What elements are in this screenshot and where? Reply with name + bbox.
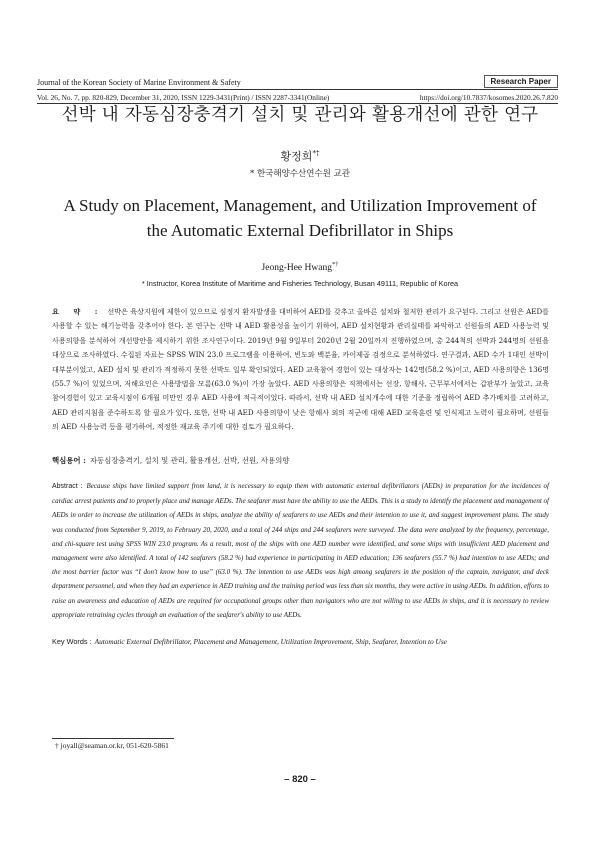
korean-abstract-text: 선박은 육상지원에 제한이 있으므로 심정지 환자발생을 대비하여 AED를 갖추고 올바른 설치와 철저한 관리가 요구된다. 그리고 선원은 AED를 사용할 수 있는 해기능력을 갖추어야 한다. 본 연구는 선박 내 AED 활용성을 높이기 위하여, AED 설치현황과 관리실태를 파악하고 선원들의 AED 사용능력 및 사용의향을 분석하여 개선방안을 제시하기 위한 조사연구이다. 2019년 9월 9일부터 2020년 2월 20일까지 진행하였으며, 총 244척의 선박과 244명의 선원을 대상으로 조사하였다. 수집된 자료는 SPSS WIN 23.0 프로그램을 이용하여, 빈도와 백분율, 카이제곱 검정으로 분석하였다. 연구결과, AED 수가 1대인 선박이 대부분이었고, AED 설치 및 관리가 적정하지 못한 선박도 일부 확인되었다. AED 교육참여 경험이 있는 대상자는 142명(58.2 %)이고, AED 사용의향은 136명(55.7 %)이 있었으며, 저해요인은 사용방법을 모름(63.0 %)이 가장 높았다. AED 사용의향은 직책에서는 선장, 항해사, 근무부서에서는 갑판부가 높았고, 교육 참여경험이 있고 교육시점이 6개월 미만인 경우 AED 사용에 적극적이었다. 따라서, 선박 내 AED 설치개수에 대한 기준을 정립하여 AED 추가배치를 고려하고, AED 관리지침을 준수하도록 할 필요가 있다. 또한, 선박 내 AED 사용의향이 낮은 항해사 외의 직군에 대해 AED 교육훈련 및 인식제고 노력이 필요하며, 선원들의 AED 사용능력 등을 평가하여, 적정한 재교육 주기에 대한 검토가 필요하다. bbox=[52, 307, 549, 432]
korean-abstract-label: 요 약 : bbox=[52, 307, 104, 316]
english-title-line2: the Automatic External Defibrillator in Ships bbox=[146, 221, 454, 240]
english-author-mark: *† bbox=[331, 261, 339, 268]
page-number: – 820 – bbox=[284, 774, 316, 785]
korean-author bbox=[0, 148, 600, 164]
journal-name: Journal of the Korean Society of Marine Environment & Safety bbox=[37, 78, 241, 87]
english-title bbox=[40, 193, 560, 243]
korean-affiliation: * 한국해양수산연수원 교관 bbox=[250, 169, 350, 179]
korean-keywords bbox=[52, 455, 289, 466]
korean-keywords-label: 핵심용어 : bbox=[52, 456, 86, 465]
english-author bbox=[0, 261, 600, 273]
english-keywords-text: Automatic External Defibrillator, Placement and Management, Utilization Improvement, Ship, Seafarer, Intention to Use bbox=[94, 637, 447, 646]
english-title-line1: A Study on Placement, Management, and Utilization Improvement of bbox=[63, 196, 537, 215]
research-paper-badge: Research Paper bbox=[484, 75, 558, 88]
english-abstract bbox=[52, 479, 549, 622]
korean-keywords-text: 자동심장충격기, 설치 및 관리, 활용개선, 선박, 선원, 사용의향 bbox=[89, 456, 290, 465]
korean-author-mark: *† bbox=[312, 149, 320, 158]
english-keywords bbox=[52, 637, 447, 646]
english-abstract-text: Because ships have limited support from land, it is necessary to equip them with automatic external defibrillators (AEDs) in preparation for the incidences of cardiac arrest patients and to properly place and manage AEDs. The seafarer must have the ability to use the AEDs. This is a study to identify the placement and management of AEDs in order to increase the utilization of AEDs in ships, analyze the ability of seafarers to use AEDs and their intention to use it, and suggest improvement plans. The study was conducted from September 9, 2019, to February 20, 2020, and a total of 244 ships and 244 seafarers were surveyed. The data were analyzed by the frequency, percentage, and chi-square test using SPSS WIN 23.0 program. As a result, most of the ships with one AED number were identified, and some ships with insufficient AED placement and management were also identified. A total of 142 seafarers (58.2 %) had experience in participating in AED education; 136 seafarers (55.7 %) had intention to use AEDs; and the most barrier factor was “I don't know how to use” (63.0 %). The intention to use AEDs was high among seafarers in the position of the captain, navigator, and deck department personnel, and when they had an experience in AED training and the training period was less than six months, they were active in using AEDs. In addition, efforts to raise an awareness and education of AEDs are required for occupational groups other than navigators who are not willing to use AEDs in ships, and it is necessary to review appropriate retraining cycles through an evaluation of the seafarer's ability to use AEDs. bbox=[52, 482, 549, 619]
korean-abstract bbox=[52, 305, 549, 435]
volume-info: Vol. 26, No. 7, pp. 820-829, December 31, 2020, ISSN 1229-3431(Print) / ISSN 2287-3341(Online) bbox=[37, 93, 330, 102]
english-keywords-label: Key Words : bbox=[52, 637, 92, 646]
header-rule-top bbox=[37, 89, 558, 90]
korean-author-name: 황정희 bbox=[280, 150, 313, 163]
corresponding-author-footnote: † joyall@seaman.or.kr, 051-620-5861 bbox=[55, 741, 169, 750]
doi-link[interactable]: https://doi.org/10.7837/kosomes.2020.26.7.820 bbox=[419, 93, 558, 102]
korean-title: 선박 내 자동심장충격기 설치 및 관리와 활용개선에 관한 연구 bbox=[61, 105, 539, 125]
english-affiliation: * Instructor, Korea Institute of Maritime and Fisheries Technology, Busan 49111, Republic of Korea bbox=[141, 279, 459, 288]
english-author-name: Jeong-Hee Hwang bbox=[261, 263, 332, 274]
english-abstract-label: Abstract : bbox=[52, 483, 83, 490]
footnote-rule bbox=[52, 738, 174, 739]
